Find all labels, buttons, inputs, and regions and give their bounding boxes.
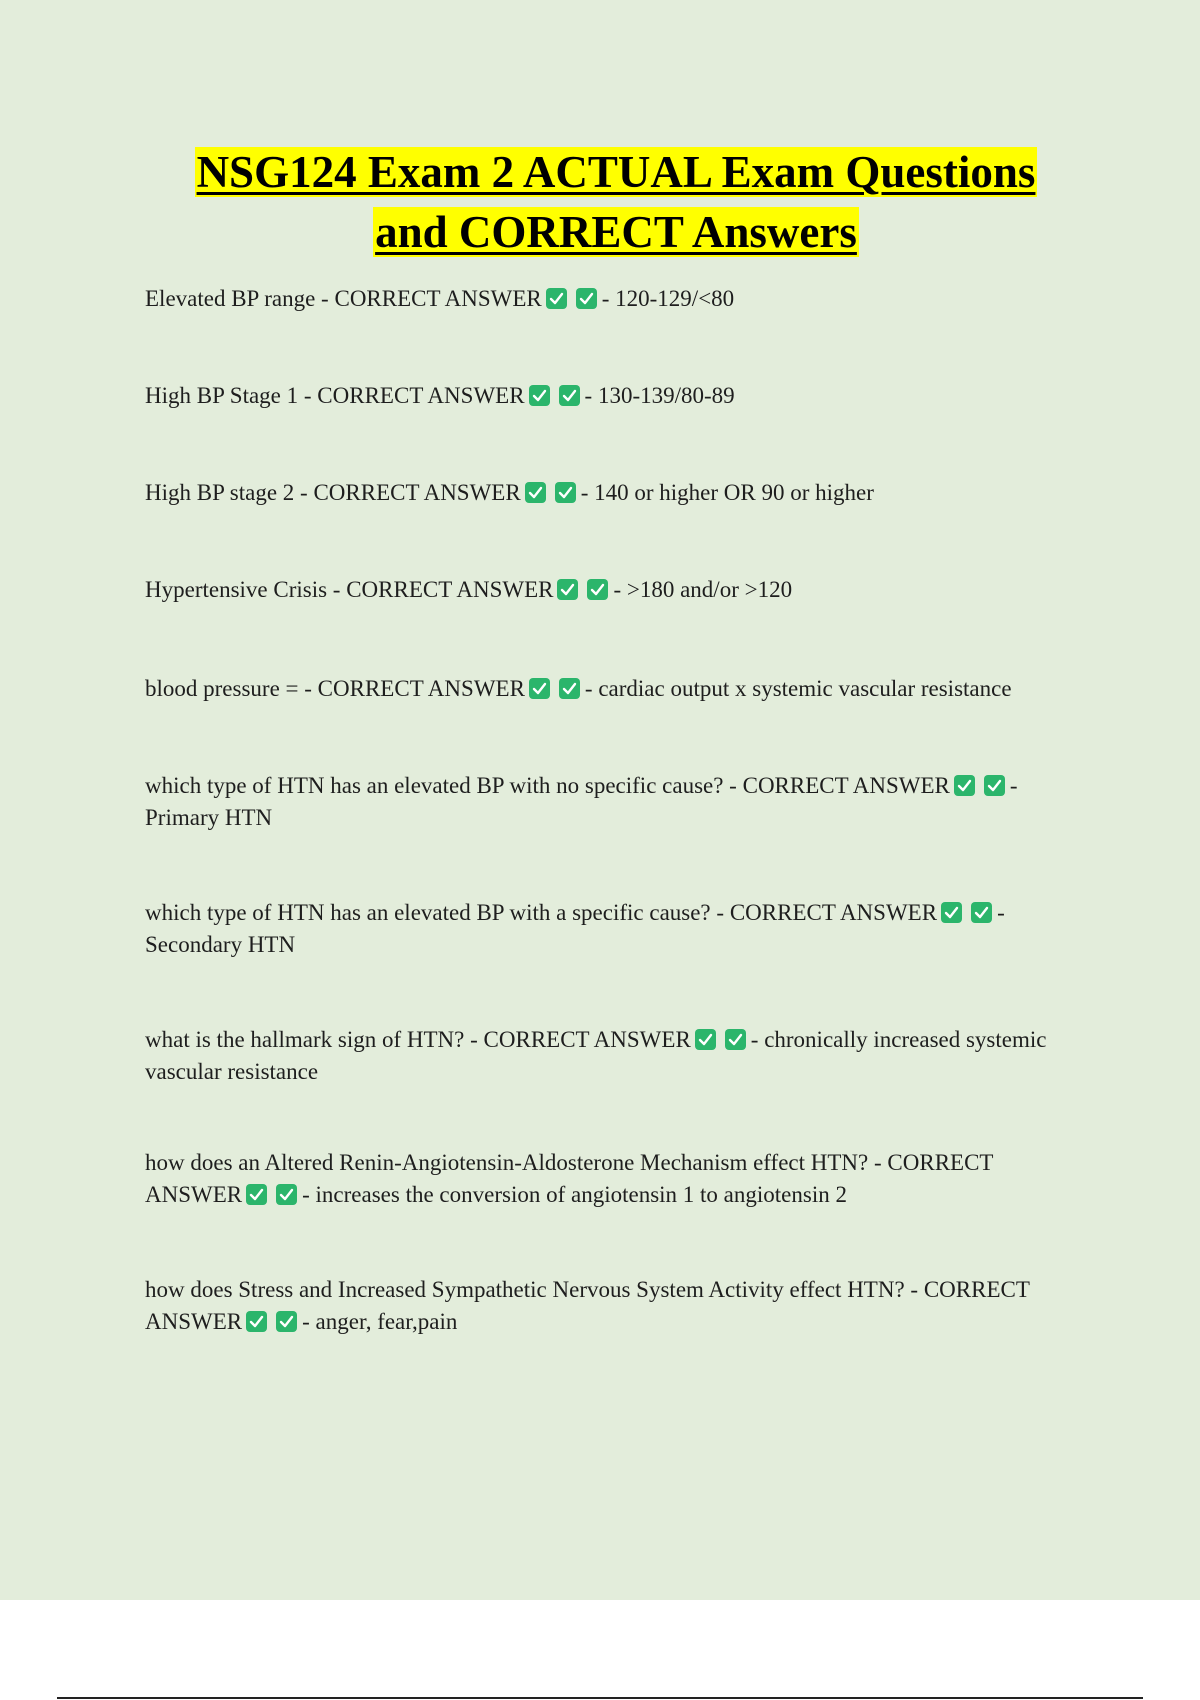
check-mark-icon — [941, 902, 962, 923]
question-text: Elevated BP range - — [145, 286, 335, 311]
question-text: blood pressure = - — [145, 676, 318, 701]
answer-text: - Primary HTN — [145, 773, 1018, 830]
check-mark-icon — [725, 1029, 746, 1050]
check-mark-icon — [557, 579, 578, 600]
title-line-1: NSG124 Exam 2 ACTUAL Exam Questions — [196, 147, 1036, 197]
question-text: which type of HTN has an elevated BP with no specific cause? - — [145, 773, 743, 798]
answer-label: CORRECT ANSWER — [313, 480, 521, 505]
answer-text: - 120-129/<80 — [601, 286, 735, 311]
qa-item — [145, 574, 1090, 606]
qa-item — [145, 283, 1090, 315]
answer-label: CORRECT ANSWER — [729, 900, 938, 925]
check-mark-icon — [546, 288, 567, 309]
qa-item — [145, 380, 1090, 412]
check-mark-icon — [246, 1184, 267, 1205]
answer-label: CORRECT ANSWER — [483, 1027, 691, 1052]
answer-text: - anger, fear,pain — [302, 1309, 458, 1334]
qa-item — [145, 673, 1090, 705]
check-mark-icon — [576, 288, 597, 309]
answer-text: - Secondary HTN — [145, 900, 1005, 957]
check-mark-icon — [954, 775, 975, 796]
qa-item — [145, 1274, 1090, 1338]
title-line-2: and CORRECT Answers — [375, 207, 857, 257]
qa-item — [145, 897, 1090, 961]
qa-item — [145, 477, 1090, 509]
answer-text: - >180 and/or >120 — [613, 577, 793, 602]
check-mark-icon — [587, 579, 608, 600]
check-mark-icon — [276, 1184, 297, 1205]
answer-label: CORRECT ANSWER — [317, 676, 525, 701]
check-mark-icon — [276, 1311, 297, 1332]
document-title — [145, 142, 1087, 262]
answer-text: - cardiac output x systemic vascular resistance — [584, 676, 1012, 701]
check-mark-icon — [695, 1029, 716, 1050]
check-mark-icon — [555, 482, 576, 503]
answer-text: - 130-139/80-89 — [584, 383, 735, 408]
check-mark-icon — [559, 678, 580, 699]
qa-item — [145, 770, 1090, 834]
answer-label: CORRECT ANSWER — [145, 1150, 994, 1207]
answer-label: CORRECT ANSWER — [145, 1277, 1030, 1334]
check-mark-icon — [525, 482, 546, 503]
check-mark-icon — [984, 775, 1005, 796]
question-text: which type of HTN has an elevated BP with a specific cause? - — [145, 900, 730, 925]
check-mark-icon — [559, 385, 580, 406]
check-mark-icon — [246, 1311, 267, 1332]
qa-item — [145, 1147, 1090, 1211]
check-mark-icon — [529, 385, 550, 406]
question-text: how does an Altered Renin-Angiotensin-Aldosterone Mechanism effect HTN? - — [145, 1150, 888, 1175]
answer-label: CORRECT ANSWER — [334, 286, 542, 311]
question-text: High BP stage 2 - — [145, 480, 314, 505]
answer-text: - chronically increased systemic vascular resistance — [145, 1027, 1047, 1084]
check-mark-icon — [971, 902, 992, 923]
qa-item — [145, 1024, 1090, 1088]
answer-label: CORRECT ANSWER — [742, 773, 950, 798]
answer-text: - 140 or higher OR 90 or higher — [580, 480, 874, 505]
question-text: what is the hallmark sign of HTN? - — [145, 1027, 484, 1052]
check-mark-icon — [529, 678, 550, 699]
answer-label: CORRECT ANSWER — [317, 383, 525, 408]
question-text: how does Stress and Increased Sympathetic Nervous System Activity effect HTN? - — [145, 1277, 924, 1302]
question-text: High BP Stage 1 - — [145, 383, 318, 408]
answer-label: CORRECT ANSWER — [346, 577, 554, 602]
answer-text: - increases the conversion of angiotensin 1 to angiotensin 2 — [302, 1182, 847, 1207]
footer-divider — [57, 1697, 1143, 1699]
question-text: Hypertensive Crisis - — [145, 577, 347, 602]
